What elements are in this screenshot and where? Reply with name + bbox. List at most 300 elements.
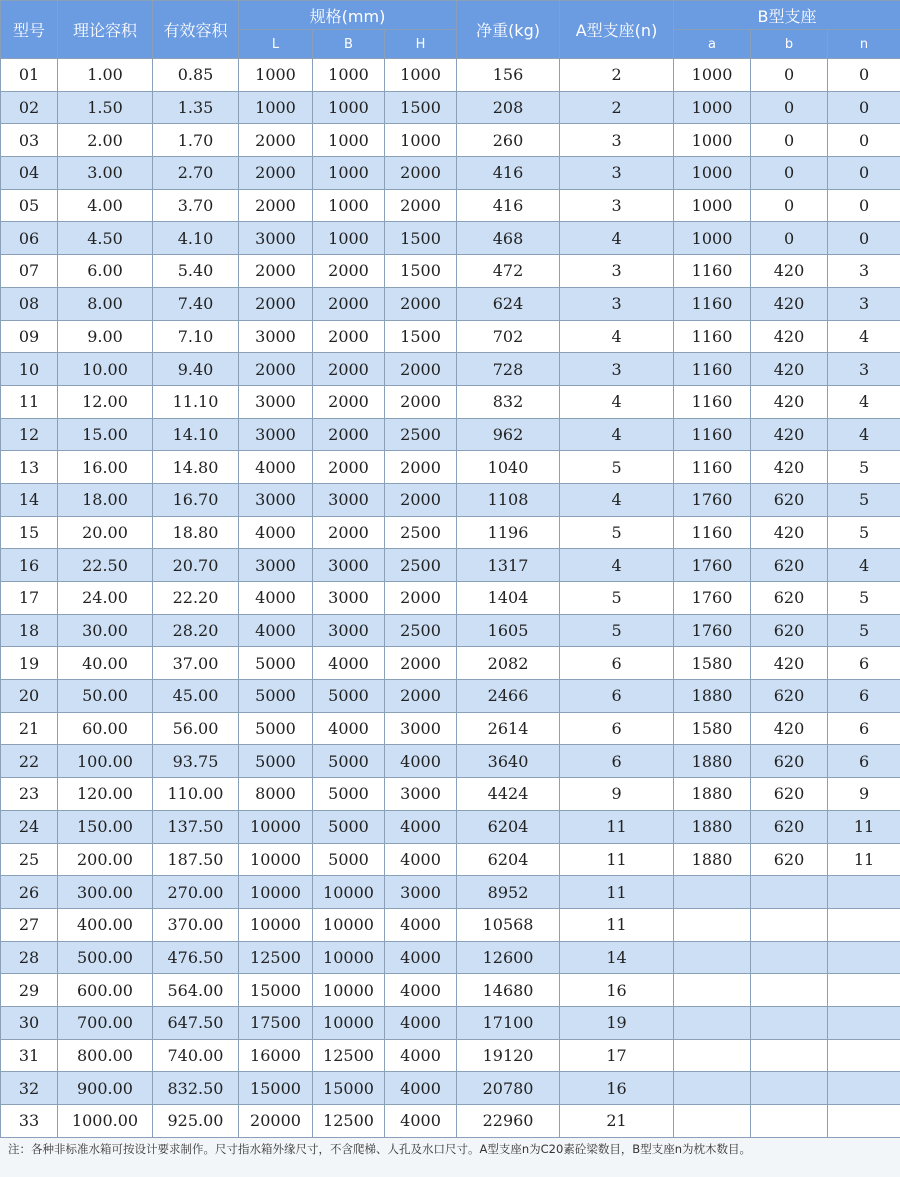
cell-effective-volume: 11.10 bbox=[153, 385, 239, 418]
cell-spec-h: 4000 bbox=[385, 908, 457, 941]
cell-spec-h: 4000 bbox=[385, 1072, 457, 1105]
cell-spec-b: 5000 bbox=[313, 778, 385, 811]
cell-b-support-b: 620 bbox=[751, 680, 828, 713]
cell-theoretical-volume: 20.00 bbox=[58, 516, 153, 549]
cell-theoretical-volume: 30.00 bbox=[58, 614, 153, 647]
cell-model: 03 bbox=[1, 124, 58, 157]
cell-a-support-n: 6 bbox=[560, 712, 674, 745]
cell-b-support-a: 1760 bbox=[674, 582, 751, 615]
cell-effective-volume: 1.70 bbox=[153, 124, 239, 157]
cell-effective-volume: 14.80 bbox=[153, 451, 239, 484]
cell-b-support-b: 420 bbox=[751, 418, 828, 451]
cell-b-support-a: 1160 bbox=[674, 353, 751, 386]
cell-b-support-a: 1580 bbox=[674, 647, 751, 680]
cell-model: 08 bbox=[1, 287, 58, 320]
cell-b-support-n: 0 bbox=[828, 59, 900, 92]
cell-spec-l: 10000 bbox=[239, 876, 313, 909]
cell-b-support-n bbox=[828, 1006, 900, 1039]
cell-a-support-n: 5 bbox=[560, 516, 674, 549]
cell-theoretical-volume: 60.00 bbox=[58, 712, 153, 745]
cell-a-support-n: 3 bbox=[560, 353, 674, 386]
footnote: 注：各种非标准水箱可按设计要求制作。尺寸指水箱外缘尺寸，不含爬梯、人孔及水口尺寸。A型支座n为C20素砼梁数目，B型支座n为枕木数目。 bbox=[8, 1142, 751, 1156]
table-row bbox=[1, 680, 900, 713]
cell-theoretical-volume: 500.00 bbox=[58, 941, 153, 974]
cell-model: 06 bbox=[1, 222, 58, 255]
cell-spec-l: 12500 bbox=[239, 941, 313, 974]
cell-effective-volume: 1.35 bbox=[153, 91, 239, 124]
cell-a-support-n: 11 bbox=[560, 908, 674, 941]
cell-net-weight: 2614 bbox=[457, 712, 560, 745]
cell-net-weight: 1040 bbox=[457, 451, 560, 484]
cell-effective-volume: 28.20 bbox=[153, 614, 239, 647]
cell-b-support-a: 1880 bbox=[674, 810, 751, 843]
cell-a-support-n: 17 bbox=[560, 1039, 674, 1072]
cell-spec-h: 4000 bbox=[385, 843, 457, 876]
cell-b-support-b: 420 bbox=[751, 287, 828, 320]
cell-a-support-n: 2 bbox=[560, 91, 674, 124]
cell-spec-b: 2000 bbox=[313, 320, 385, 353]
cell-a-support-n: 2 bbox=[560, 59, 674, 92]
cell-b-support-a: 1160 bbox=[674, 255, 751, 288]
cell-b-support-a bbox=[674, 974, 751, 1007]
cell-a-support-n: 14 bbox=[560, 941, 674, 974]
cell-spec-h: 3000 bbox=[385, 712, 457, 745]
cell-spec-l: 8000 bbox=[239, 778, 313, 811]
cell-model: 12 bbox=[1, 418, 58, 451]
cell-model: 16 bbox=[1, 549, 58, 582]
cell-effective-volume: 137.50 bbox=[153, 810, 239, 843]
cell-spec-h: 2000 bbox=[385, 385, 457, 418]
cell-a-support-n: 21 bbox=[560, 1105, 674, 1138]
cell-b-support-b: 620 bbox=[751, 778, 828, 811]
cell-b-support-b: 620 bbox=[751, 810, 828, 843]
header-spec-b: B bbox=[313, 30, 385, 59]
cell-b-support-a bbox=[674, 876, 751, 909]
cell-spec-h: 1000 bbox=[385, 59, 457, 92]
cell-spec-h: 2000 bbox=[385, 189, 457, 222]
header-spec-group: 规格(mm) bbox=[239, 1, 457, 30]
cell-b-support-n: 5 bbox=[828, 483, 900, 516]
cell-b-support-b: 420 bbox=[751, 451, 828, 484]
cell-effective-volume: 7.10 bbox=[153, 320, 239, 353]
cell-b-support-n: 0 bbox=[828, 189, 900, 222]
table-row bbox=[1, 320, 900, 353]
cell-b-support-a bbox=[674, 941, 751, 974]
cell-theoretical-volume: 22.50 bbox=[58, 549, 153, 582]
cell-a-support-n: 5 bbox=[560, 451, 674, 484]
cell-b-support-b bbox=[751, 941, 828, 974]
cell-b-support-b bbox=[751, 1039, 828, 1072]
cell-spec-h: 3000 bbox=[385, 876, 457, 909]
cell-theoretical-volume: 2.00 bbox=[58, 124, 153, 157]
table-row bbox=[1, 483, 900, 516]
cell-theoretical-volume: 4.00 bbox=[58, 189, 153, 222]
cell-net-weight: 20780 bbox=[457, 1072, 560, 1105]
table-row bbox=[1, 451, 900, 484]
cell-spec-l: 3000 bbox=[239, 549, 313, 582]
cell-a-support-n: 6 bbox=[560, 680, 674, 713]
cell-spec-h: 4000 bbox=[385, 941, 457, 974]
cell-b-support-a: 1000 bbox=[674, 222, 751, 255]
cell-effective-volume: 93.75 bbox=[153, 745, 239, 778]
header-b-a: a bbox=[674, 30, 751, 59]
cell-b-support-n: 3 bbox=[828, 353, 900, 386]
cell-b-support-a bbox=[674, 1039, 751, 1072]
cell-model: 28 bbox=[1, 941, 58, 974]
cell-spec-b: 2000 bbox=[313, 516, 385, 549]
cell-a-support-n: 6 bbox=[560, 647, 674, 680]
cell-b-support-n bbox=[828, 1039, 900, 1072]
cell-a-support-n: 11 bbox=[560, 843, 674, 876]
cell-model: 26 bbox=[1, 876, 58, 909]
cell-effective-volume: 56.00 bbox=[153, 712, 239, 745]
cell-theoretical-volume: 3.00 bbox=[58, 157, 153, 190]
table-row bbox=[1, 1006, 900, 1039]
table-row bbox=[1, 974, 900, 1007]
cell-net-weight: 8952 bbox=[457, 876, 560, 909]
cell-effective-volume: 16.70 bbox=[153, 483, 239, 516]
cell-spec-l: 5000 bbox=[239, 647, 313, 680]
cell-effective-volume: 0.85 bbox=[153, 59, 239, 92]
cell-model: 19 bbox=[1, 647, 58, 680]
table-row bbox=[1, 582, 900, 615]
cell-spec-b: 3000 bbox=[313, 582, 385, 615]
cell-a-support-n: 4 bbox=[560, 418, 674, 451]
cell-theoretical-volume: 600.00 bbox=[58, 974, 153, 1007]
cell-b-support-b: 620 bbox=[751, 614, 828, 647]
cell-effective-volume: 18.80 bbox=[153, 516, 239, 549]
cell-spec-l: 16000 bbox=[239, 1039, 313, 1072]
cell-theoretical-volume: 150.00 bbox=[58, 810, 153, 843]
cell-a-support-n: 19 bbox=[560, 1006, 674, 1039]
table-row bbox=[1, 549, 900, 582]
cell-spec-h: 2000 bbox=[385, 287, 457, 320]
cell-a-support-n: 5 bbox=[560, 582, 674, 615]
cell-theoretical-volume: 12.00 bbox=[58, 385, 153, 418]
cell-b-support-b bbox=[751, 1105, 828, 1138]
cell-b-support-b: 420 bbox=[751, 255, 828, 288]
cell-net-weight: 728 bbox=[457, 353, 560, 386]
cell-b-support-a: 1160 bbox=[674, 320, 751, 353]
cell-b-support-b: 0 bbox=[751, 59, 828, 92]
cell-model: 07 bbox=[1, 255, 58, 288]
cell-b-support-n: 0 bbox=[828, 124, 900, 157]
cell-theoretical-volume: 40.00 bbox=[58, 647, 153, 680]
cell-b-support-n: 11 bbox=[828, 843, 900, 876]
cell-net-weight: 702 bbox=[457, 320, 560, 353]
table-row bbox=[1, 222, 900, 255]
cell-b-support-b: 620 bbox=[751, 843, 828, 876]
cell-spec-h: 2000 bbox=[385, 451, 457, 484]
cell-spec-h: 2500 bbox=[385, 516, 457, 549]
cell-model: 11 bbox=[1, 385, 58, 418]
cell-a-support-n: 9 bbox=[560, 778, 674, 811]
cell-effective-volume: 5.40 bbox=[153, 255, 239, 288]
cell-net-weight: 6204 bbox=[457, 843, 560, 876]
cell-b-support-a: 1160 bbox=[674, 418, 751, 451]
cell-theoretical-volume: 1.00 bbox=[58, 59, 153, 92]
cell-effective-volume: 14.10 bbox=[153, 418, 239, 451]
table-body bbox=[1, 59, 900, 1138]
cell-spec-h: 1000 bbox=[385, 124, 457, 157]
cell-spec-b: 1000 bbox=[313, 189, 385, 222]
cell-spec-l: 2000 bbox=[239, 255, 313, 288]
cell-spec-h: 2500 bbox=[385, 549, 457, 582]
cell-effective-volume: 22.20 bbox=[153, 582, 239, 615]
cell-theoretical-volume: 6.00 bbox=[58, 255, 153, 288]
cell-effective-volume: 110.00 bbox=[153, 778, 239, 811]
cell-model: 13 bbox=[1, 451, 58, 484]
cell-net-weight: 1404 bbox=[457, 582, 560, 615]
cell-theoretical-volume: 800.00 bbox=[58, 1039, 153, 1072]
table-row bbox=[1, 941, 900, 974]
header-b-b: b bbox=[751, 30, 828, 59]
cell-spec-l: 3000 bbox=[239, 418, 313, 451]
cell-model: 21 bbox=[1, 712, 58, 745]
cell-model: 33 bbox=[1, 1105, 58, 1138]
cell-b-support-a: 1160 bbox=[674, 516, 751, 549]
cell-theoretical-volume: 1.50 bbox=[58, 91, 153, 124]
cell-b-support-n: 0 bbox=[828, 91, 900, 124]
cell-spec-b: 15000 bbox=[313, 1072, 385, 1105]
cell-effective-volume: 9.40 bbox=[153, 353, 239, 386]
cell-spec-b: 5000 bbox=[313, 810, 385, 843]
cell-spec-l: 4000 bbox=[239, 451, 313, 484]
cell-spec-b: 2000 bbox=[313, 255, 385, 288]
header-theoretical-volume: 理论容积 bbox=[58, 1, 153, 59]
cell-theoretical-volume: 100.00 bbox=[58, 745, 153, 778]
cell-spec-l: 3000 bbox=[239, 222, 313, 255]
cell-net-weight: 832 bbox=[457, 385, 560, 418]
cell-b-support-a bbox=[674, 1072, 751, 1105]
cell-spec-b: 2000 bbox=[313, 287, 385, 320]
cell-theoretical-volume: 120.00 bbox=[58, 778, 153, 811]
cell-b-support-a: 1880 bbox=[674, 745, 751, 778]
cell-spec-h: 2000 bbox=[385, 483, 457, 516]
cell-b-support-n: 3 bbox=[828, 255, 900, 288]
cell-model: 24 bbox=[1, 810, 58, 843]
cell-model: 04 bbox=[1, 157, 58, 190]
cell-theoretical-volume: 16.00 bbox=[58, 451, 153, 484]
table-row bbox=[1, 255, 900, 288]
cell-model: 09 bbox=[1, 320, 58, 353]
cell-spec-l: 3000 bbox=[239, 320, 313, 353]
cell-b-support-n bbox=[828, 876, 900, 909]
cell-b-support-a: 1760 bbox=[674, 483, 751, 516]
cell-b-support-n: 0 bbox=[828, 157, 900, 190]
table-row bbox=[1, 189, 900, 222]
cell-effective-volume: 647.50 bbox=[153, 1006, 239, 1039]
cell-spec-b: 2000 bbox=[313, 353, 385, 386]
cell-spec-h: 2000 bbox=[385, 680, 457, 713]
cell-spec-b: 4000 bbox=[313, 712, 385, 745]
cell-effective-volume: 2.70 bbox=[153, 157, 239, 190]
cell-net-weight: 2466 bbox=[457, 680, 560, 713]
cell-a-support-n: 4 bbox=[560, 320, 674, 353]
cell-b-support-n: 4 bbox=[828, 549, 900, 582]
cell-spec-h: 4000 bbox=[385, 1105, 457, 1138]
table-row bbox=[1, 843, 900, 876]
cell-effective-volume: 187.50 bbox=[153, 843, 239, 876]
cell-spec-h: 2000 bbox=[385, 647, 457, 680]
cell-theoretical-volume: 400.00 bbox=[58, 908, 153, 941]
cell-b-support-a: 1000 bbox=[674, 59, 751, 92]
table-row bbox=[1, 614, 900, 647]
cell-b-support-n: 6 bbox=[828, 712, 900, 745]
table-row bbox=[1, 516, 900, 549]
cell-b-support-n bbox=[828, 908, 900, 941]
table-row bbox=[1, 1072, 900, 1105]
cell-model: 14 bbox=[1, 483, 58, 516]
cell-spec-h: 2000 bbox=[385, 353, 457, 386]
cell-net-weight: 624 bbox=[457, 287, 560, 320]
cell-theoretical-volume: 18.00 bbox=[58, 483, 153, 516]
cell-model: 22 bbox=[1, 745, 58, 778]
cell-a-support-n: 11 bbox=[560, 876, 674, 909]
table-row bbox=[1, 778, 900, 811]
cell-net-weight: 156 bbox=[457, 59, 560, 92]
cell-net-weight: 1108 bbox=[457, 483, 560, 516]
cell-b-support-a: 1000 bbox=[674, 124, 751, 157]
cell-b-support-b bbox=[751, 1006, 828, 1039]
cell-net-weight: 472 bbox=[457, 255, 560, 288]
cell-spec-l: 5000 bbox=[239, 712, 313, 745]
cell-spec-l: 2000 bbox=[239, 157, 313, 190]
cell-net-weight: 22960 bbox=[457, 1105, 560, 1138]
cell-spec-l: 1000 bbox=[239, 91, 313, 124]
cell-spec-b: 3000 bbox=[313, 549, 385, 582]
table-row bbox=[1, 745, 900, 778]
cell-spec-l: 4000 bbox=[239, 614, 313, 647]
cell-spec-h: 2000 bbox=[385, 157, 457, 190]
cell-b-support-b: 420 bbox=[751, 647, 828, 680]
cell-b-support-a: 1760 bbox=[674, 614, 751, 647]
cell-spec-b: 10000 bbox=[313, 974, 385, 1007]
cell-theoretical-volume: 4.50 bbox=[58, 222, 153, 255]
cell-effective-volume: 476.50 bbox=[153, 941, 239, 974]
cell-spec-l: 15000 bbox=[239, 1072, 313, 1105]
cell-effective-volume: 270.00 bbox=[153, 876, 239, 909]
table-row bbox=[1, 418, 900, 451]
table-row bbox=[1, 1039, 900, 1072]
cell-b-support-a bbox=[674, 1006, 751, 1039]
cell-spec-h: 1500 bbox=[385, 222, 457, 255]
cell-b-support-b: 620 bbox=[751, 549, 828, 582]
cell-net-weight: 962 bbox=[457, 418, 560, 451]
cell-a-support-n: 4 bbox=[560, 222, 674, 255]
table-row bbox=[1, 91, 900, 124]
cell-spec-b: 4000 bbox=[313, 647, 385, 680]
cell-b-support-b: 0 bbox=[751, 124, 828, 157]
cell-theoretical-volume: 24.00 bbox=[58, 582, 153, 615]
cell-b-support-a: 1160 bbox=[674, 451, 751, 484]
cell-b-support-b: 420 bbox=[751, 320, 828, 353]
cell-b-support-a: 1880 bbox=[674, 680, 751, 713]
cell-effective-volume: 7.40 bbox=[153, 287, 239, 320]
cell-model: 15 bbox=[1, 516, 58, 549]
cell-net-weight: 6204 bbox=[457, 810, 560, 843]
cell-net-weight: 1317 bbox=[457, 549, 560, 582]
cell-spec-b: 5000 bbox=[313, 745, 385, 778]
cell-model: 05 bbox=[1, 189, 58, 222]
cell-b-support-n: 9 bbox=[828, 778, 900, 811]
header-net-weight: 净重(kg) bbox=[457, 1, 560, 59]
cell-spec-h: 3000 bbox=[385, 778, 457, 811]
cell-model: 31 bbox=[1, 1039, 58, 1072]
cell-a-support-n: 16 bbox=[560, 974, 674, 1007]
cell-b-support-n bbox=[828, 941, 900, 974]
cell-effective-volume: 4.10 bbox=[153, 222, 239, 255]
cell-b-support-b bbox=[751, 908, 828, 941]
cell-spec-l: 2000 bbox=[239, 353, 313, 386]
cell-theoretical-volume: 9.00 bbox=[58, 320, 153, 353]
cell-model: 01 bbox=[1, 59, 58, 92]
cell-net-weight: 14680 bbox=[457, 974, 560, 1007]
cell-b-support-n: 3 bbox=[828, 287, 900, 320]
header-b-n: n bbox=[828, 30, 900, 59]
cell-spec-h: 2500 bbox=[385, 418, 457, 451]
cell-b-support-b: 0 bbox=[751, 222, 828, 255]
cell-b-support-a: 1000 bbox=[674, 91, 751, 124]
table-header bbox=[1, 1, 900, 59]
cell-a-support-n: 5 bbox=[560, 614, 674, 647]
cell-net-weight: 1196 bbox=[457, 516, 560, 549]
cell-net-weight: 3640 bbox=[457, 745, 560, 778]
table-row bbox=[1, 810, 900, 843]
cell-spec-l: 4000 bbox=[239, 582, 313, 615]
cell-b-support-a: 1000 bbox=[674, 157, 751, 190]
cell-theoretical-volume: 1000.00 bbox=[58, 1105, 153, 1138]
cell-effective-volume: 925.00 bbox=[153, 1105, 239, 1138]
cell-net-weight: 416 bbox=[457, 189, 560, 222]
cell-effective-volume: 3.70 bbox=[153, 189, 239, 222]
cell-a-support-n: 3 bbox=[560, 124, 674, 157]
cell-spec-b: 5000 bbox=[313, 680, 385, 713]
cell-b-support-a bbox=[674, 1105, 751, 1138]
cell-theoretical-volume: 300.00 bbox=[58, 876, 153, 909]
cell-b-support-n: 6 bbox=[828, 647, 900, 680]
cell-b-support-n bbox=[828, 974, 900, 1007]
cell-net-weight: 2082 bbox=[457, 647, 560, 680]
cell-theoretical-volume: 50.00 bbox=[58, 680, 153, 713]
cell-spec-b: 1000 bbox=[313, 222, 385, 255]
cell-a-support-n: 4 bbox=[560, 549, 674, 582]
cell-b-support-b: 620 bbox=[751, 582, 828, 615]
cell-spec-h: 1500 bbox=[385, 255, 457, 288]
cell-net-weight: 260 bbox=[457, 124, 560, 157]
cell-spec-b: 3000 bbox=[313, 483, 385, 516]
table-row bbox=[1, 876, 900, 909]
cell-spec-l: 10000 bbox=[239, 810, 313, 843]
cell-theoretical-volume: 10.00 bbox=[58, 353, 153, 386]
table-row bbox=[1, 647, 900, 680]
cell-b-support-b: 0 bbox=[751, 189, 828, 222]
cell-spec-l: 3000 bbox=[239, 385, 313, 418]
cell-theoretical-volume: 700.00 bbox=[58, 1006, 153, 1039]
cell-effective-volume: 832.50 bbox=[153, 1072, 239, 1105]
cell-b-support-n bbox=[828, 1105, 900, 1138]
cell-b-support-b bbox=[751, 1072, 828, 1105]
cell-theoretical-volume: 200.00 bbox=[58, 843, 153, 876]
table-row bbox=[1, 124, 900, 157]
cell-b-support-n: 6 bbox=[828, 745, 900, 778]
cell-net-weight: 19120 bbox=[457, 1039, 560, 1072]
cell-b-support-a: 1760 bbox=[674, 549, 751, 582]
cell-spec-b: 10000 bbox=[313, 941, 385, 974]
cell-b-support-n: 4 bbox=[828, 320, 900, 353]
cell-a-support-n: 3 bbox=[560, 189, 674, 222]
header-a-support: A型支座(n) bbox=[560, 1, 674, 59]
